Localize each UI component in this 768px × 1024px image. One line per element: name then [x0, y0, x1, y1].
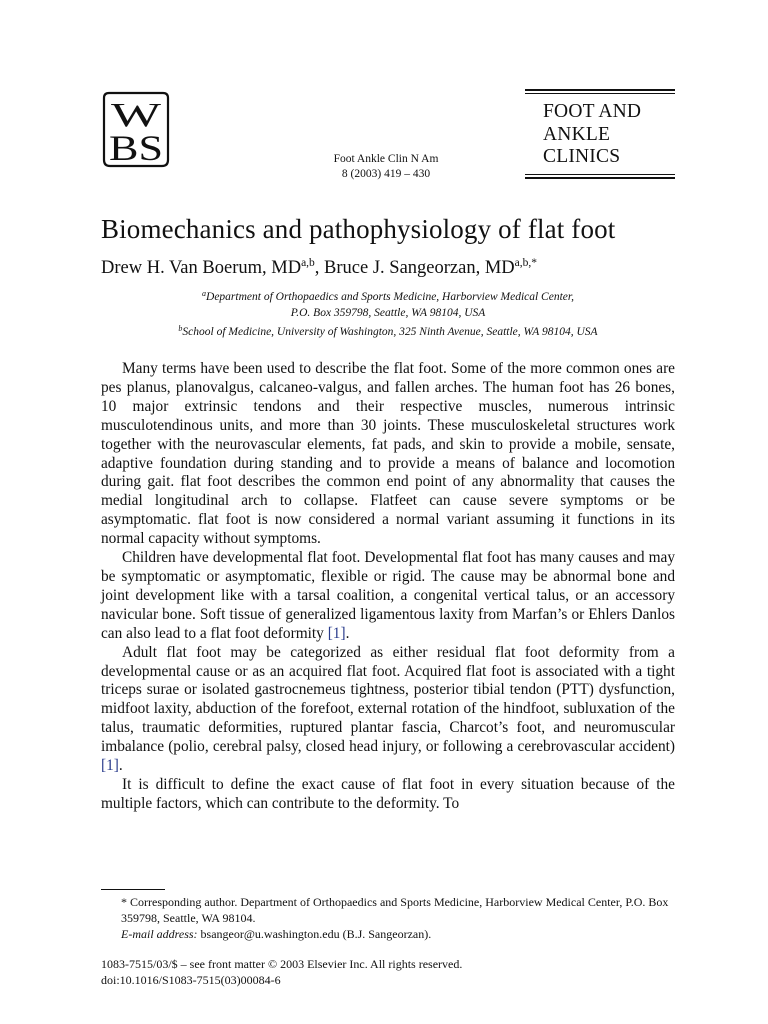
- body-paragraph: It is difficult to define the exact cause of flat foot in every situation because of the multiple factors, which can contribute to the deformity. To: [101, 775, 675, 812]
- body-paragraph: [101, 644, 675, 776]
- author-list: [101, 257, 681, 279]
- body-paragraph: [101, 549, 675, 644]
- journal-name-line2: ANKLE: [543, 123, 611, 145]
- journal-citation-line2: 8 (2003) 419 – 430: [341, 168, 431, 180]
- paragraph-end: .: [345, 624, 350, 642]
- brand-rule-bottom-thin: [525, 174, 675, 175]
- brand-rule-top: [525, 89, 675, 91]
- wbs-logo-icon: [101, 90, 171, 169]
- paragraph-text: Adult flat foot may be categorized as either residual flat foot deformity from a developmental cause or as an acquired flat foot. Acquired flat foot is associated with a tight triceps surae or isolated gastrocnemeus tightness, posterior tibial tendon (PTT) dysfunction, midfoot laxity, abduction of the forefoot, external rotation of the hindfoot, subluxation of the talus, traumatic deformities, ruptured plantar fascia, Charcot’s foot, and neuromuscular imbalance (polio, cerebral palsy, closed head injury, or following a cerebrovascular accident): [101, 643, 675, 756]
- citation-link[interactable]: [1]: [101, 757, 119, 775]
- copyright-block: [101, 956, 675, 988]
- affiliation-mark: a: [202, 289, 207, 298]
- citation-link[interactable]: [1]: [327, 624, 346, 642]
- journal-name-line1: FOOT AND: [543, 101, 642, 122]
- author-name: Bruce J. Sangeorzan, MD: [324, 258, 515, 278]
- author-name: Drew H. Van Boerum, MD: [101, 258, 302, 278]
- affiliation-text: School of Medicine, University of Washington, 325 Ninth Avenue, Seattle, WA 98104, USA: [182, 326, 598, 338]
- corresponding-author-footnote: [101, 894, 675, 942]
- body-paragraph: Many terms have been used to describe the flat foot. Some of the more common ones are pes planus, planovalgus, calcaneo-valgus, and fallen arches. The human foot has 26 bones, 10 major extrinsic tendons and their respective muscles, numerous intrinsic musculotendinous units, and more than 30 joints. These musculoskeletal structures work together with the neurovascular elements, fat pads, and skin to provide a mobile, sensate, adaptive foundation during standing and to provide a means of balance and locomotion during gait. flat foot describes the common end point of any abnormality that causes the medial longitudinal arch to collapse. Flatfeet can cause severe symptoms or be asymptomatic. flat foot is now considered a normal variant assuming it functions in its normal capacity without symptoms.: [101, 360, 675, 548]
- brand-rule-top-thin: [525, 93, 675, 94]
- affiliation-mark: b: [178, 324, 183, 333]
- paragraph-text: Children have developmental flat foot. Developmental flat foot has many causes and may be symptomatic or asymptomatic, flexible or rigid. The cause may be abnormal bone and joint development like with a tarsal coalition, a congenital vertical talus, or an accessory navicular bone. Soft tissue of generalized ligamentous laxity from Marfan’s or Ehlers Danlos can also lead to a flat foot deformity: [101, 549, 675, 642]
- journal-name: [543, 101, 641, 169]
- copyright-line: 1083-7515/03/$ – see front matter © 2003 Elsevier Inc. All rights reserved.: [101, 957, 463, 971]
- affiliation-a-line1: [101, 286, 675, 305]
- article-title: Biomechanics and pathophysiology of flat foot: [101, 214, 616, 244]
- footnote-email: [101, 926, 675, 942]
- email-value: bsangeor@u.washington.edu (B.J. Sangeorzan).: [197, 927, 432, 941]
- footnote-rule: [101, 889, 165, 890]
- journal-citation: [300, 152, 472, 182]
- journal-citation-line1: Foot Ankle Clin N Am: [333, 153, 439, 165]
- article-body: [101, 360, 675, 814]
- email-label: E-mail address:: [121, 927, 198, 941]
- paragraph-end: .: [118, 757, 123, 775]
- svg-text:W: W: [111, 97, 163, 134]
- author-affiliation-mark: a,b,*: [514, 257, 538, 269]
- affiliation-text: Department of Orthopaedics and Sports Medicine, Harborview Medical Center,: [206, 291, 574, 303]
- svg-text:BS: BS: [109, 128, 163, 168]
- footnote-text: * Corresponding author. Department of Orthopaedics and Sports Medicine, Harborview Medical Center, P.O. Box 359798, Seattle, WA 98104.: [121, 895, 669, 925]
- brand-rule-bottom: [525, 177, 675, 179]
- journal-name-line3: CLINICS: [543, 146, 621, 167]
- journal-brand: [525, 89, 675, 179]
- author-affiliation-mark: a,b: [301, 257, 315, 269]
- doi-line: doi:10.1016/S1083-7515(03)00084-6: [101, 973, 281, 987]
- affiliations: [101, 286, 675, 340]
- author-separator: ,: [314, 258, 325, 278]
- affiliation-b: [101, 321, 675, 340]
- publisher-logo: [101, 90, 171, 169]
- affiliation-a-line2: P.O. Box 359798, Seattle, WA 98104, USA: [290, 307, 486, 319]
